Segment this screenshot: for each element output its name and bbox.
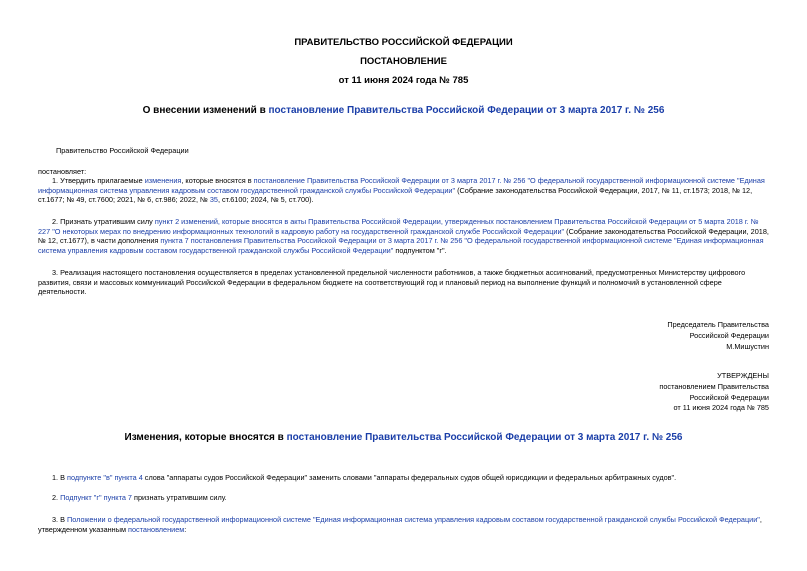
- p2-text-c: подпунктом "г".: [393, 245, 447, 255]
- changes-title-decree-link[interactable]: постановление Правительства Российской Федерации от 3 марта 2017 г. № 256: [286, 432, 683, 443]
- c3-decree-link[interactable]: постановлением: [128, 524, 185, 534]
- c1-text-a: 1. В: [52, 473, 68, 482]
- c3-text-b: , утвержденном указанным: [38, 515, 762, 534]
- approval-line-4: от 11 июня 2024 года № 785: [673, 403, 769, 413]
- p1-text-a: 1. Утвердить прилагаемые: [52, 176, 145, 185]
- change-item-3: [38, 515, 770, 534]
- p2-item7-link[interactable]: пункта 7 постановления Правительства Российской Федерации от 3 марта 2017 г. № 256 "О федеральной государственной информационной системе "Единая информационная система управления кадровым составом государственной гражданской службы Российской Федерации": [38, 236, 764, 255]
- paragraph-2: [38, 217, 770, 255]
- c2-subitem-link[interactable]: Подпункт "г" пункта 7: [60, 493, 132, 502]
- approval-label: УТВЕРЖДЕНЫ: [717, 371, 769, 380]
- document-title: [0, 105, 807, 116]
- p2-item2-link[interactable]: пункт 2 изменений, которые вносятся в акты Правительства Российской Федерации, утвержденных постановлением Правительства Российской Федерации от 5 марта 2018 г. № 227 "О некоторых мерах по внедрению информационных технологий в кадровую работу на государственной гражданской службе Российской Федерации": [38, 217, 759, 236]
- change-item-1: [38, 473, 770, 483]
- title-decree-link[interactable]: постановление Правительства Российской Федерации от 3 марта 2017 г. № 256: [268, 105, 665, 116]
- document-date-number: от 11 июня 2024 года № 785: [338, 75, 469, 86]
- document-type: ПОСТАНОВЛЕНИЕ: [360, 56, 447, 67]
- change-item-2: [38, 493, 770, 503]
- government-heading: ПРАВИТЕЛЬСТВО РОССИЙСКОЙ ФЕДЕРАЦИИ: [294, 37, 513, 48]
- c2-text-b: признать утратившим силу.: [131, 493, 227, 502]
- approval-line-3: Российской Федерации: [689, 392, 769, 402]
- signature-name: М.Мишустин: [726, 341, 769, 351]
- approval-block: [659, 371, 769, 414]
- p1-changes-link[interactable]: изменения: [144, 176, 182, 185]
- paragraph-3: 3. Реализация настоящего постановления осуществляется в пределах установленной предельной численности работников, а также бюджетных ассигнований, предусмотренных Министерству цифрового развития, связи и массовых коммуникаций Российской Федерации в федеральном бюджете на соответствующий год и плановый период на выполнение функций и полномочий в установленной сфере деятельности.: [38, 268, 746, 297]
- c1-text-b: слова "аппараты судов Российской Федерации" заменить словами "аппараты федеральных судов общей юрисдикции и федеральных арбитражных судов".: [142, 473, 677, 482]
- paragraph-1: [38, 176, 770, 205]
- p1-decree-link[interactable]: постановление Правительства Российской Федерации от 3 марта 2017 г. № 256 "О федеральной государственной информационной системе "Единая информационная система управления кадровым составом государственной гражданской службы Российской Федерации": [38, 176, 765, 195]
- decree-text: постановляет:: [38, 167, 87, 176]
- c3-regulation-link[interactable]: Положении о федеральной государственной информационной системе "Единая информационная система управления кадровым составом государственной гражданской службы Российской Федерации": [67, 515, 760, 524]
- approval-line-2: постановлением Правительства: [659, 381, 769, 391]
- c3-text-c: :: [184, 524, 187, 534]
- p1-text-c: (Собрание законодательства Российской Федерации, 2017, № 11, ст.1573; 2018, № 12, ст.1677; № 49, ст.7600; 2021, № 6, ст.986; 2022, №: [38, 185, 753, 205]
- p1-text-d: , ст.6100; 2024, № 5, ст.700).: [217, 195, 314, 205]
- c3-text-a: 3. В: [52, 515, 68, 524]
- changes-title-prefix: Изменения, которые вносятся в: [124, 432, 287, 443]
- changes-title: [0, 432, 807, 443]
- c2-text-a: 2.: [52, 493, 61, 502]
- p1-issue-35-link[interactable]: 35: [209, 195, 218, 205]
- title-prefix: О внесении изменений в: [142, 105, 269, 116]
- p2-text-b: (Собрание законодательства Российской Федерации, 2018, № 12, ст.1677), в части дополнения: [38, 226, 769, 246]
- issuer-text: Правительство Российской Федерации: [56, 146, 189, 155]
- signature-country: Российской Федерации: [689, 330, 769, 340]
- signature-block: [667, 320, 769, 352]
- p1-text-b: , которые вносятся в: [181, 176, 254, 185]
- p2-text-a: 2. Признать утратившим силу: [52, 217, 155, 226]
- signature-position: Председатель Правительства: [667, 320, 769, 329]
- c1-subitem-link[interactable]: подпункте "в" пункта 4: [67, 473, 143, 482]
